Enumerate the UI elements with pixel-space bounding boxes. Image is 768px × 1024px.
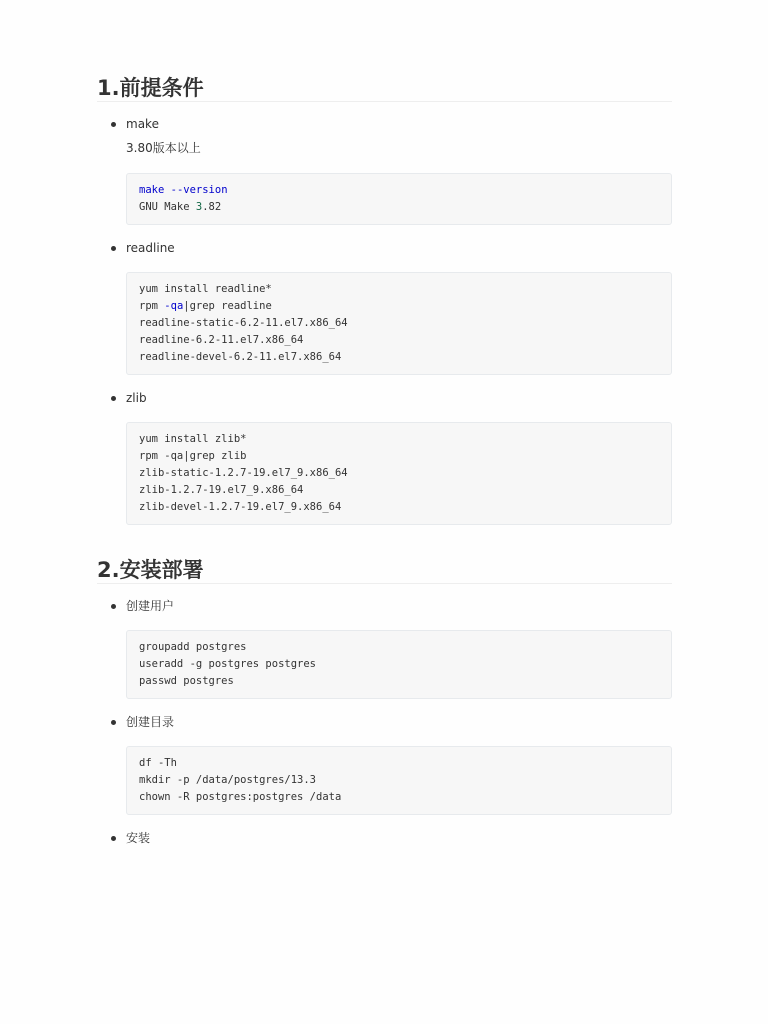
code-line: zlib-devel-1.2.7-19.el7_9.x86_64 <box>139 501 342 513</box>
list-item-create-directory <box>97 714 672 815</box>
code-line: zlib-1.2.7-19.el7_9.x86_64 <box>139 484 304 496</box>
item-label: 安装 <box>126 831 151 845</box>
code-text: GNU Make <box>139 201 196 213</box>
bullet-icon <box>111 836 116 841</box>
section-heading: 1.前提条件 <box>97 75 672 102</box>
code-line: zlib-static-1.2.7-19.el7_9.x86_64 <box>139 467 348 479</box>
code-block <box>126 422 672 525</box>
code-number: 3 <box>195 201 203 213</box>
code-line: groupadd postgres <box>139 641 247 653</box>
bullet-icon <box>111 246 116 251</box>
item-label: 创建目录 <box>126 715 175 729</box>
list-item-create-user <box>97 598 672 699</box>
code-line: passwd postgres <box>139 675 234 687</box>
section-heading: 2.安装部署 <box>97 557 672 584</box>
code-line: readline-6.2-11.el7.x86_64 <box>139 334 304 346</box>
list-item-install <box>97 830 672 846</box>
code-block <box>126 746 672 815</box>
section-installation <box>97 557 672 846</box>
item-label: make <box>126 117 159 131</box>
code-block <box>126 173 672 225</box>
item-label: 创建用户 <box>126 599 175 613</box>
code-text: .82 <box>202 201 222 213</box>
list-item-zlib <box>97 390 672 525</box>
list-item-make <box>97 116 672 225</box>
code-line: mkdir -p /data/postgres/13.3 <box>139 774 317 786</box>
bullet-icon <box>111 396 116 401</box>
bullet-icon <box>111 604 116 609</box>
code-line: df -Th <box>139 757 177 769</box>
code-block <box>126 630 672 699</box>
item-description: 3.80版本以上 <box>126 141 201 155</box>
code-line: chown -R postgres:postgres /data <box>139 791 342 803</box>
code-command: make <box>139 184 165 196</box>
bullet-icon <box>111 122 116 127</box>
section-prerequisites <box>97 75 672 525</box>
code-line: readline-static-6.2-11.el7.x86_64 <box>139 317 348 329</box>
list-item-readline <box>97 240 672 375</box>
code-flag: -qa <box>164 300 184 312</box>
code-line <box>139 182 659 199</box>
item-label: readline <box>126 241 175 255</box>
prerequisite-list <box>97 116 672 525</box>
code-line: useradd -g postgres postgres <box>139 658 317 670</box>
code-line <box>139 298 659 315</box>
code-line: readline-devel-6.2-11.el7.x86_64 <box>139 351 342 363</box>
installation-list <box>97 598 672 846</box>
bullet-icon <box>111 720 116 725</box>
code-block <box>126 272 672 375</box>
code-line <box>139 199 659 216</box>
code-line: rpm -qa|grep zlib <box>139 450 247 462</box>
code-text: rpm <box>139 300 165 312</box>
code-flag: --version <box>170 184 228 196</box>
code-text: |grep readline <box>183 300 272 312</box>
item-label: zlib <box>126 391 147 405</box>
code-line: yum install readline* <box>139 283 272 295</box>
code-line: yum install zlib* <box>139 433 247 445</box>
